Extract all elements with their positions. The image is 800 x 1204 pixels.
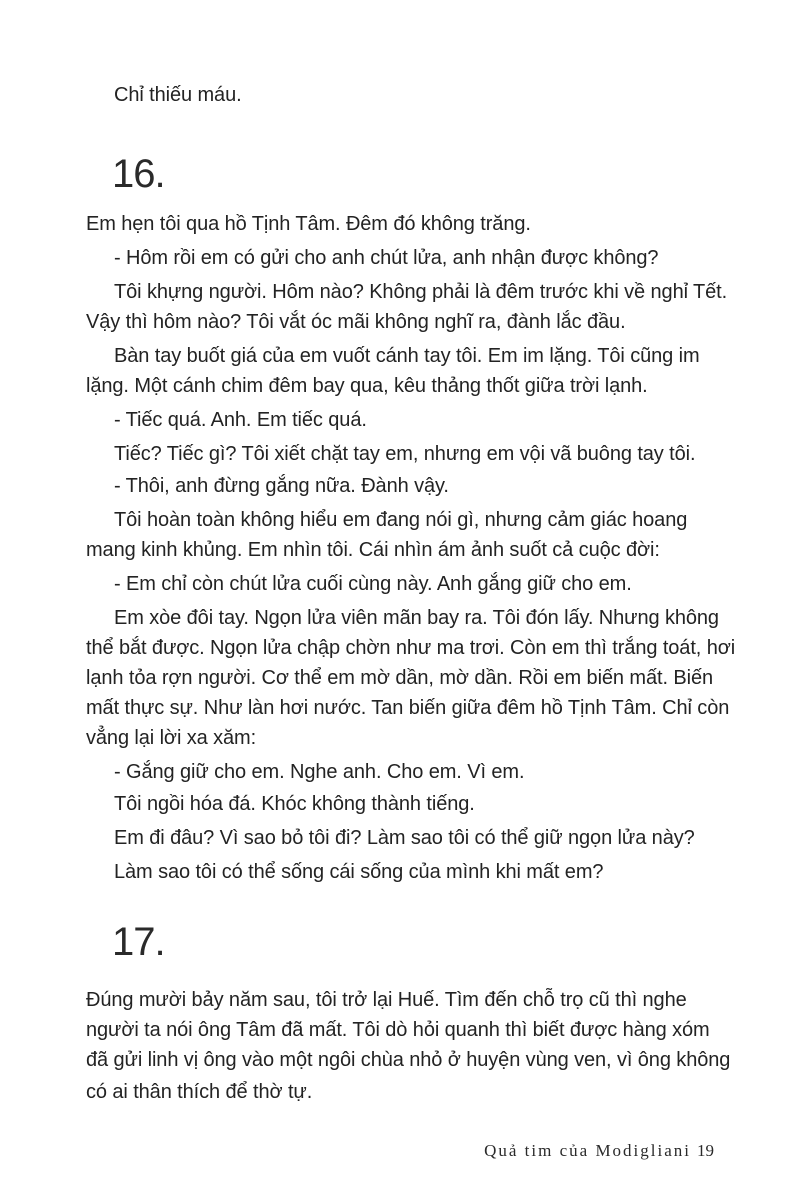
paragraph-line: Vậy thì hôm nào? Tôi vắt óc mãi không nghĩ ra, đành lắc đầu. [86,311,626,333]
paragraph-line: Em xòe đôi tay. Ngọn lửa viên mãn bay ra. Tôi đón lấy. Nhưng không [114,607,719,629]
paragraph-line: đã gửi linh vị ông vào một ngôi chùa nhỏ ở huyện vùng ven, vì ông không [86,1049,731,1071]
paragraph-line: người ta nói ông Tâm đã mất. Tôi dò hỏi quanh thì biết được hàng xóm [86,1019,710,1041]
paragraph-line: Đúng mười bảy năm sau, tôi trở lại Huế. Tìm đến chỗ trọ cũ thì nghe [86,989,687,1011]
paragraph-line: thể bắt được. Ngọn lửa chập chờn như ma trơi. Còn em thì trắng toát, hơi [86,637,736,659]
paragraph-line: Bàn tay buốt giá của em vuốt cánh tay tôi. Em im lặng. Tôi cũng im [114,345,700,367]
section-heading-16: 16. [112,152,165,196]
paragraph-line: lặng. Một cánh chim đêm bay qua, kêu thảng thốt giữa trời lạnh. [86,375,648,397]
dialogue-line: - Tiếc quá. Anh. Em tiếc quá. [114,409,367,431]
dialogue-line: - Thôi, anh đừng gắng nữa. Đành vậy. [114,475,449,497]
page-number: 19 [697,1141,714,1160]
paragraph-line: lạnh tỏa rợn người. Cơ thể em mờ dần, mờ dần. Rồi em biến mất. Biến [86,667,713,689]
section-heading-17: 17. [112,920,165,964]
running-footer [484,1140,714,1162]
paragraph-line: Tiếc? Tiếc gì? Tôi xiết chặt tay em, nhưng em vội vã buông tay tôi. [114,443,696,465]
dialogue-line: - Em chỉ còn chút lửa cuối cùng này. Anh gắng giữ cho em. [114,573,632,595]
paragraph-line: Em đi đâu? Vì sao bỏ tôi đi? Làm sao tôi có thể giữ ngọn lửa này? [114,827,695,849]
paragraph-line: có ai thân thích để thờ tự. [86,1081,313,1103]
dialogue-line: - Hôm rồi em có gửi cho anh chút lửa, anh nhận được không? [114,247,659,269]
paragraph-line: Em hẹn tôi qua hồ Tịnh Tâm. Đêm đó không trăng. [86,213,531,235]
paragraph-line: mất thực sự. Như làn hơi nước. Tan biến giữa đêm hồ Tịnh Tâm. Chỉ còn [86,697,730,719]
paragraph-line: mang kinh khủng. Em nhìn tôi. Cái nhìn ám ảnh suốt cả cuộc đời: [86,539,660,561]
paragraph-line: Làm sao tôi có thể sống cái sống của mình khi mất em? [114,861,604,883]
paragraph-line: Tôi khựng người. Hôm nào? Không phải là đêm trước khi về nghỉ Tết. [114,281,728,303]
paragraph-line: Chỉ thiếu máu. [114,84,242,106]
paragraph-line: Tôi ngồi hóa đá. Khóc không thành tiếng. [114,793,475,815]
dialogue-line: - Gắng giữ cho em. Nghe anh. Cho em. Vì em. [114,761,525,783]
paragraph-line: vẳng lại lời xa xăm: [86,727,257,749]
book-title: Quả tim của Modigliani [484,1141,691,1160]
paragraph-line: Tôi hoàn toàn không hiểu em đang nói gì, nhưng cảm giác hoang [114,509,688,531]
